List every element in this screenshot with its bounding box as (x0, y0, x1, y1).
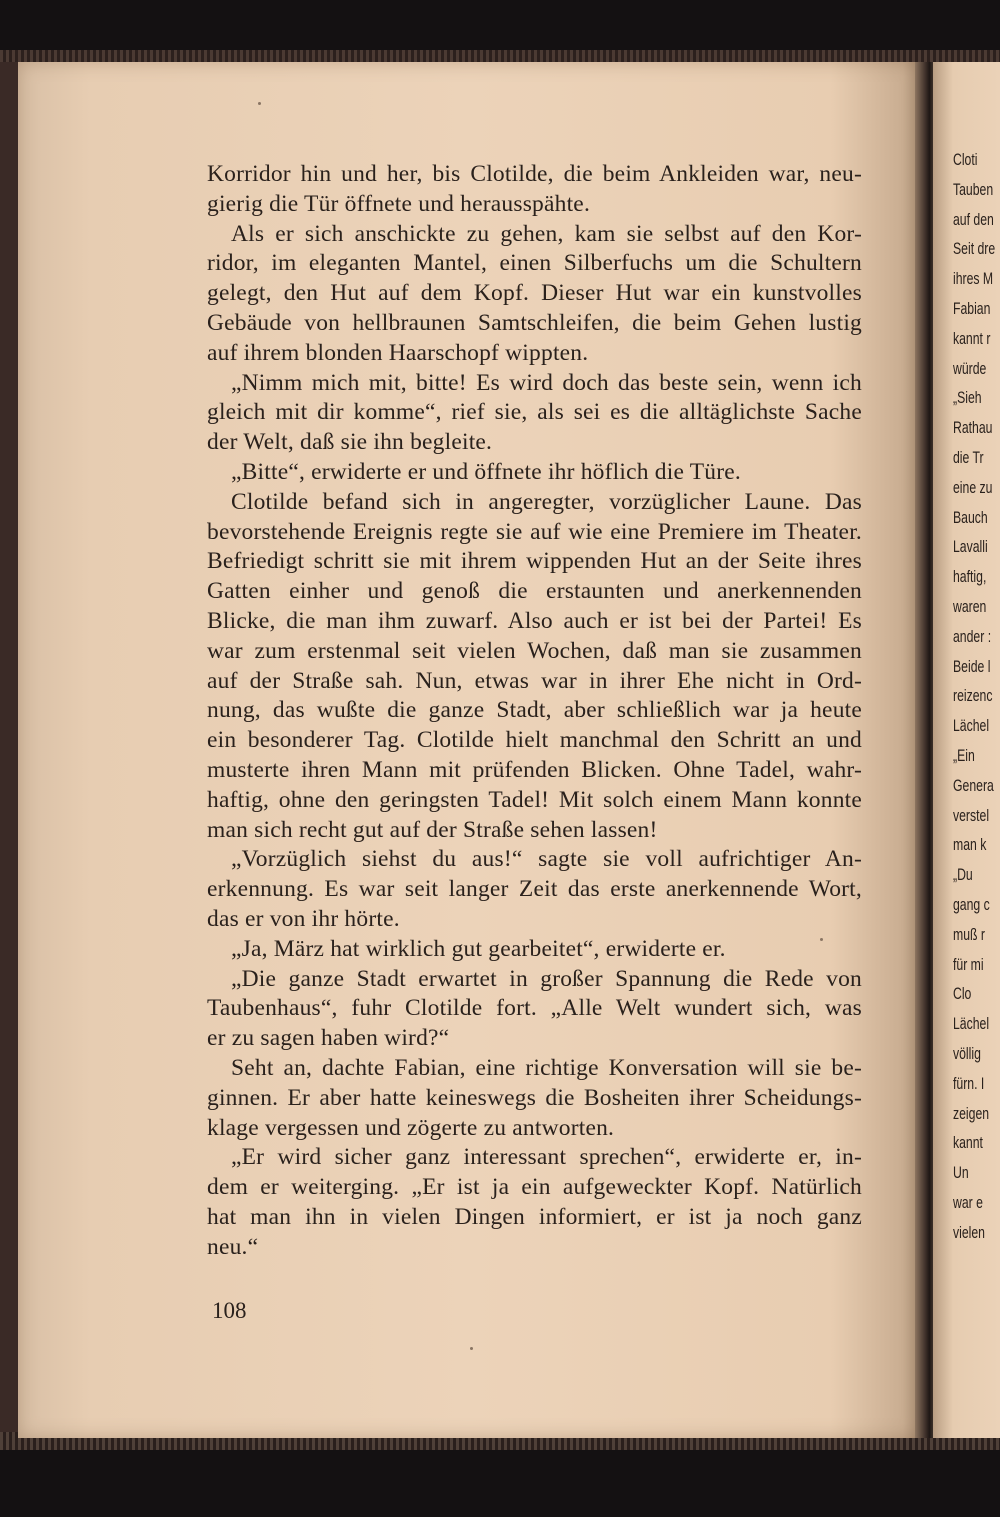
text-line: „Vorzüglich siehst du aus!“ sagte sie voll aufrichtiger An- (231, 846, 862, 873)
facing-page-fragment: vielen (953, 1222, 985, 1242)
text-line: auf ihrem blonden Haarschopf wippten. (207, 339, 589, 366)
facing-page-fragment: auf den (953, 209, 994, 229)
facing-page-fragment: Seit dre (953, 239, 996, 259)
text-line: musterte ihren Mann mit prüfenden Blicken. Ohne Tadel, wahr- (207, 756, 862, 783)
facing-page-fragment: verstel (953, 805, 990, 825)
facing-page-fragment: Beide l (953, 656, 991, 676)
text-line: Korridor hin und her, bis Clotilde, die beim Ankleiden war, neu- (207, 161, 862, 187)
facing-page-fragment: man k (953, 835, 987, 855)
text-line: klage vergessen und zögerte zu antworten. (207, 1114, 615, 1141)
text-line: man sich recht gut auf der Straße sehen lassen! (207, 816, 658, 843)
text-line: Blicke, die man ihm zuwarf. Also auch er ist bei der Partei! Es (207, 607, 862, 634)
facing-page-fragment: die Tr (953, 447, 984, 467)
text-line: „Die ganze Stadt erwartet in großer Spannung die Rede von (231, 965, 862, 992)
text-line: ein besonderer Tag. Clotilde hielt manchmal den Schritt an und (207, 727, 862, 754)
facing-page-fragment: Fabian (953, 298, 991, 318)
facing-page-fragment: gang c (953, 894, 990, 914)
facing-page-fragment: „Ein (953, 745, 975, 765)
text-line: ginnen. Er aber hatte keineswegs die Bosheiten ihrer Scheidungs- (207, 1084, 862, 1111)
text-line: auf der Straße sah. Nun, etwas war in ihrer Ehe nicht in Ord- (207, 667, 862, 694)
facing-page-fragment: haftig, (953, 567, 987, 587)
facing-page-fragment: muß r (953, 924, 985, 944)
text-line: ridor, im eleganten Mantel, einen Silberfuchs um die Schultern (207, 250, 862, 277)
text-line: das er von ihr hörte. (207, 905, 400, 932)
text-line: hat man ihn in vielen Dingen informiert, er ist ja noch ganz (207, 1203, 862, 1230)
facing-page-fragment: waren (953, 596, 987, 616)
facing-page-fragment: „Sieh (953, 388, 982, 408)
facing-page-fragment: Tauben (953, 179, 994, 199)
facing-page-fragment: ihres M (953, 269, 994, 289)
facing-page-fragment: war e (953, 1192, 983, 1212)
facing-page-fragment: reizenc (953, 686, 993, 706)
facing-page-fragment: kannt r (953, 328, 991, 348)
text-line: dem er weiterging. „Er ist ja ein aufgeweckter Kopf. Natürlich (207, 1174, 862, 1201)
paper-speck (258, 102, 261, 105)
facing-page-text-fragments (953, 145, 996, 1247)
cover-edge-top (0, 50, 1000, 62)
text-line: er zu sagen haben wird?“ (207, 1025, 450, 1052)
text-line: war zum erstenmal seit vielen Wochen, daß man sie zusammen (207, 637, 862, 664)
text-line: Als er sich anschickte zu gehen, kam sie selbst auf den Kor- (231, 220, 862, 247)
text-line: gelegt, den Hut auf dem Kopf. Dieser Hut war ein kunstvolles (207, 280, 862, 307)
text-line: erkennung. Es war seit langer Zeit das erste anerkennende Wort, (207, 876, 862, 903)
facing-page-fragment: würde (953, 358, 987, 378)
text-line: Clotilde befand sich in angeregter, vorzüglicher Laune. Das (231, 488, 862, 515)
facing-page-fragment: Genera (953, 775, 994, 795)
text-line: „Bitte“, erwiderte er und öffnete ihr höflich die Türe. (231, 458, 741, 485)
facing-page-fragment: völlig (953, 1043, 981, 1063)
text-line: Seht an, dachte Fabian, eine richtige Konversation will sie be- (231, 1054, 862, 1081)
facing-page-fragment: eine zu (953, 477, 993, 497)
facing-page-fragment: Cloti (953, 150, 978, 169)
facing-page-fragment: Bauch (953, 507, 988, 527)
facing-page-fragment: für mi (953, 954, 984, 974)
facing-page-fragment: Lächel (953, 1014, 990, 1034)
text-line: neu.“ (207, 1233, 259, 1260)
text-line: nung, das wußte die ganze Stadt, aber schließlich war ja heute (207, 697, 862, 724)
text-line: „Er wird sicher ganz interessant sprechen“, erwiderte er, in- (231, 1144, 862, 1171)
text-line: haftig, ohne den geringsten Tadel! Mit solch einem Mann konnte (207, 786, 862, 813)
page-body-text (207, 160, 862, 1262)
facing-page-fragment: kannt (953, 1133, 983, 1153)
text-line: „Ja, März hat wirklich gut gearbeitet“, erwiderte er. (231, 935, 726, 962)
text-line: „Nimm mich mit, bitte! Es wird doch das beste sein, wenn ich (231, 369, 862, 396)
text-line: gierig die Tür öffnete und herausspähte. (207, 190, 591, 217)
text-line: bevorstehende Ereignis regte sie auf wie eine Premiere im Theater. (207, 518, 862, 545)
page-number: 108 (212, 1298, 247, 1323)
facing-page-fragment: Un (953, 1163, 969, 1183)
facing-page-fragment: „Du (953, 865, 973, 885)
paper-speck (470, 1347, 473, 1350)
facing-page-fragment: Rathau (953, 418, 993, 438)
facing-page-fragment: Lächel (953, 716, 990, 736)
text-line: Gebäude von hellbraunen Samtschleifen, die beim Gehen lustig (207, 309, 862, 336)
text-line: der Welt, daß sie ihn begleite. (207, 429, 493, 456)
facing-page-fragment: zeigen (953, 1103, 990, 1123)
facing-page-fragment: Clo (953, 984, 972, 1004)
text-line: Befriedigt schritt sie mit ihrem wippenden Hut an der Seite ihres (207, 548, 862, 575)
facing-page-fragment: fürn. I (953, 1073, 985, 1093)
facing-page-fragment: Lavalli (953, 537, 988, 557)
text-line: gleich mit dir komme“, rief sie, als sei es die alltäglichste Sache (207, 399, 862, 426)
text-line: Taubenhaus“, fuhr Clotilde fort. „Alle Welt wundert sich, was (207, 995, 862, 1022)
text-line: Gatten einher und genoß die erstaunten und anerkennenden (207, 578, 862, 605)
facing-page-fragment: ander : (953, 626, 992, 646)
